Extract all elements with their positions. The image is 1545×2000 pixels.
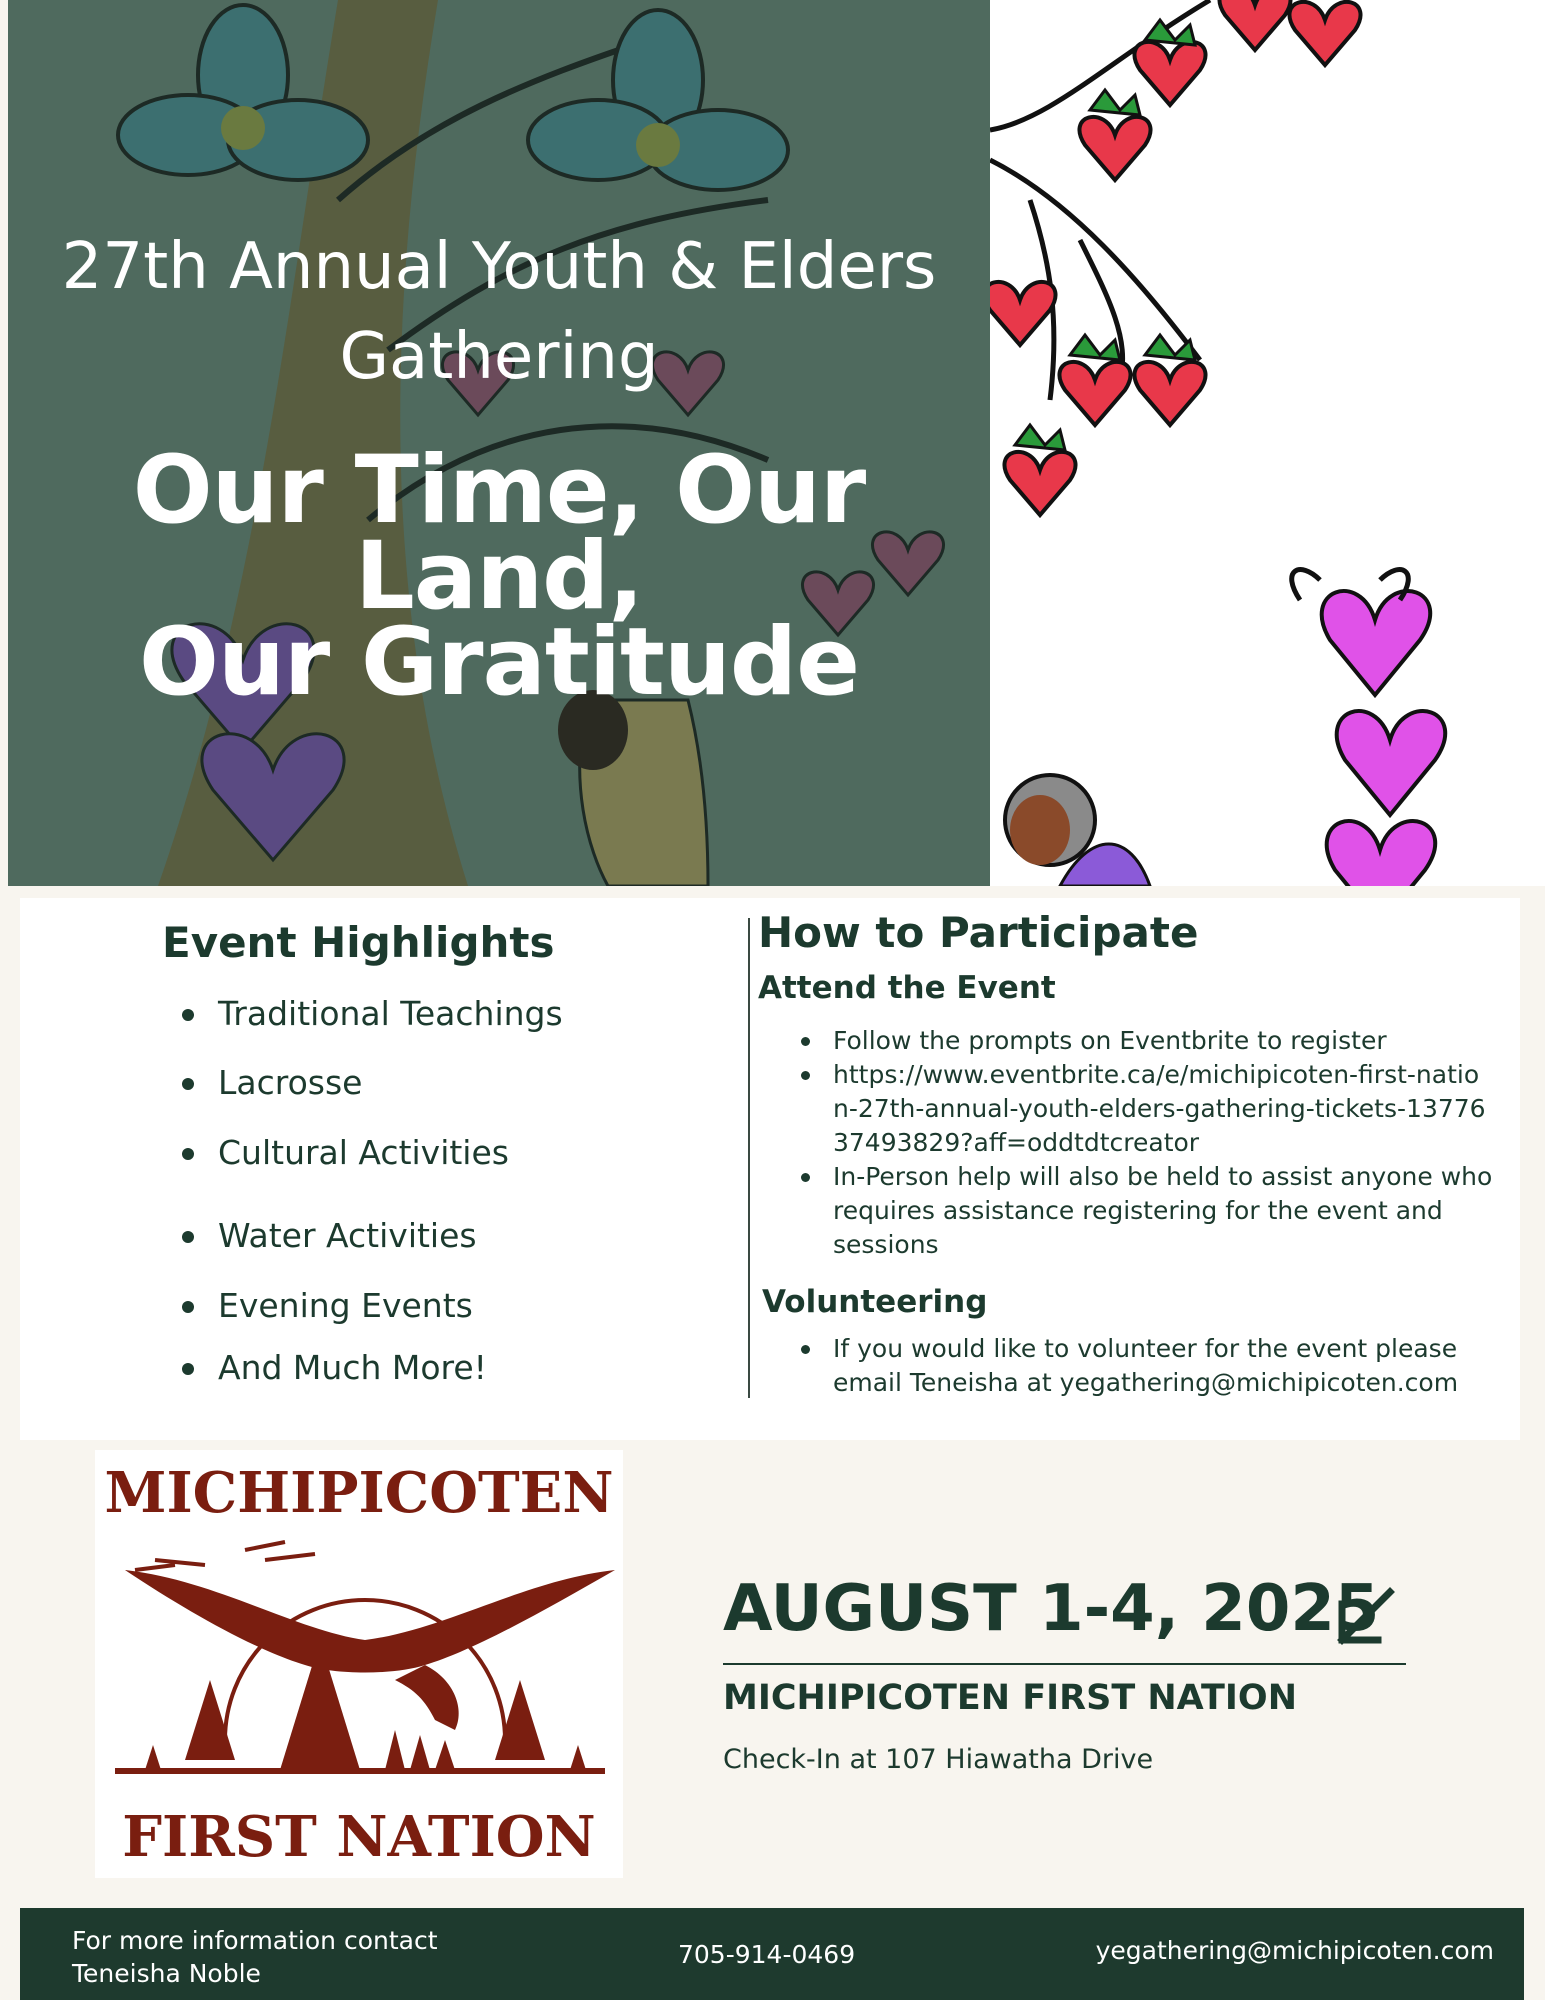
highlight-item: Evening Events <box>218 1286 473 1325</box>
bullet-dot <box>182 1231 194 1243</box>
contact-footer <box>20 1908 1524 2000</box>
hero-banner <box>8 0 990 886</box>
bullet-dot <box>182 1009 194 1021</box>
highlight-item: Water Activities <box>218 1216 477 1255</box>
attend-item: Follow the prompts on Eventbrite to register <box>833 1024 1493 1058</box>
michipicoten-logo <box>95 1450 623 1878</box>
bullet-dot <box>182 1363 194 1375</box>
logo-bottom-text: FIRST NATION <box>122 1804 596 1870</box>
bullet-dot <box>182 1078 194 1090</box>
subtitle-line-1: 27th Annual Youth & Elders <box>61 230 937 304</box>
attend-item: In-Person help will also be held to assist anyone who requires assistance registering for the event and sessions <box>833 1160 1493 1262</box>
volunteer-heading: Volunteering <box>762 1284 988 1320</box>
title-line-1: Our Time, Our Land, <box>132 436 866 631</box>
event-subtitle <box>8 222 990 402</box>
contact-email[interactable]: yegathering@michipicoten.com <box>1095 1936 1494 1965</box>
title-line-2: Our Gratitude <box>139 608 859 717</box>
info-card <box>20 898 1520 1440</box>
arrow-down-left-icon <box>1332 1584 1398 1650</box>
highlight-item: Lacrosse <box>218 1063 363 1102</box>
highlight-item: Cultural Activities <box>218 1133 509 1172</box>
contact-line-1: For more information contact <box>72 1926 438 1955</box>
logo-top-text: MICHIPICOTEN <box>104 1460 614 1526</box>
column-divider <box>748 918 750 1398</box>
event-date: AUGUST 1-4, 2025 <box>723 1572 1380 1646</box>
event-title <box>8 436 990 717</box>
volunteer-item: If you would like to volunteer for the event please email Teneisha at yegathering@michipicoten.com <box>833 1332 1493 1400</box>
attend-heading: Attend the Event <box>758 970 1056 1006</box>
highlight-item: And Much More! <box>218 1348 487 1387</box>
participate-heading: How to Participate <box>758 908 1199 957</box>
bullet-dot <box>801 1071 810 1080</box>
contact-info <box>72 1924 438 1990</box>
attend-list <box>833 1024 1493 1262</box>
eventbrite-link[interactable]: https://www.eventbrite.ca/e/michipicoten-first-nation-27th-annual-youth-elders-gathering-tickets-1377637493829?aff=oddtdtcreator <box>833 1058 1493 1160</box>
date-divider <box>723 1663 1406 1665</box>
bullet-dot <box>801 1345 810 1354</box>
contact-name: Teneisha Noble <box>72 1959 261 1988</box>
bullet-dot <box>182 1148 194 1160</box>
checkin-address: Check-In at 107 Hiawatha Drive <box>723 1744 1154 1775</box>
bullet-dot <box>801 1173 810 1182</box>
subtitle-line-2: Gathering <box>339 320 659 394</box>
bullet-dot <box>182 1301 194 1313</box>
highlights-heading: Event Highlights <box>162 918 555 967</box>
volunteer-list <box>833 1332 1493 1400</box>
contact-phone[interactable]: 705-914-0469 <box>678 1940 856 1969</box>
bullet-dot <box>801 1037 810 1046</box>
berry-artwork <box>990 0 1545 886</box>
highlight-item: Traditional Teachings <box>218 994 563 1033</box>
event-location: MICHIPICOTEN FIRST NATION <box>723 1678 1297 1718</box>
